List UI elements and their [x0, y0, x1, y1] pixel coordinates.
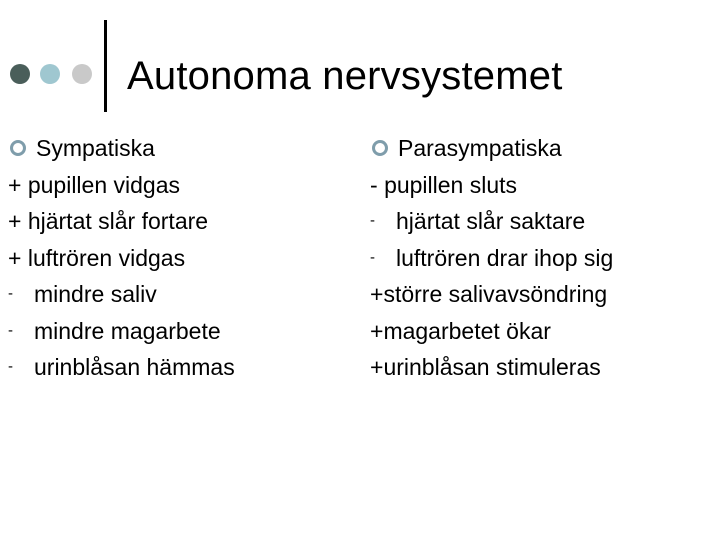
decorative-dots: [10, 64, 100, 86]
item-text: luftrören vidgas: [27, 244, 186, 271]
dot-light-blue-icon: [40, 64, 60, 84]
item-text: mindre saliv: [34, 281, 157, 307]
item-text: större salivavsöndring: [383, 281, 608, 307]
marker: -: [8, 358, 13, 375]
marker: -: [8, 285, 13, 302]
item-text: urinblåsan stimuleras: [383, 354, 601, 380]
list-item: [8, 276, 338, 313]
item-text: mindre magarbete: [34, 317, 221, 344]
item-text: hjärtat slår fortare: [27, 208, 209, 234]
marker: -: [370, 248, 375, 266]
slide-title: Autonoma nervsystemet: [127, 54, 563, 98]
marker: +: [370, 281, 384, 307]
marker: +: [8, 171, 22, 198]
dot-dark-icon: [10, 64, 30, 84]
list-item: [370, 203, 710, 240]
heading-label: Sympatiska: [36, 135, 155, 161]
marker: -: [8, 321, 13, 339]
list-item: [370, 313, 710, 350]
item-text: magarbetet ökar: [383, 317, 551, 344]
dot-grey-icon: [72, 64, 92, 84]
parasympathetic-heading: [370, 130, 710, 167]
list-item: [8, 349, 338, 386]
list-item: [8, 240, 338, 277]
list-item: [370, 240, 710, 277]
list-item: [370, 349, 710, 386]
list-item: [370, 167, 710, 204]
item-text: hjärtat slår saktare: [396, 208, 586, 234]
marker: -: [370, 212, 375, 229]
item-text: urinblåsan hämmas: [34, 354, 235, 380]
list-item: [8, 203, 338, 240]
parasympathetic-column: [370, 130, 710, 386]
marker: +: [8, 208, 22, 234]
marker: -: [370, 171, 378, 198]
marker: +: [8, 244, 22, 271]
title-divider: [104, 20, 107, 112]
list-item: [370, 276, 710, 313]
item-text: pupillen vidgas: [27, 171, 180, 198]
list-item: [8, 313, 338, 350]
sympathetic-column: [8, 130, 338, 386]
list-item: [8, 167, 338, 204]
item-text: luftrören drar ihop sig: [396, 244, 614, 271]
sympathetic-heading: [8, 130, 338, 167]
marker: +: [370, 317, 384, 344]
circle-bullet-icon: [10, 140, 26, 156]
marker: +: [370, 354, 384, 380]
circle-bullet-icon: [372, 140, 388, 156]
item-text: pupillen sluts: [384, 171, 518, 198]
heading-label: Parasympatiska: [398, 135, 562, 161]
